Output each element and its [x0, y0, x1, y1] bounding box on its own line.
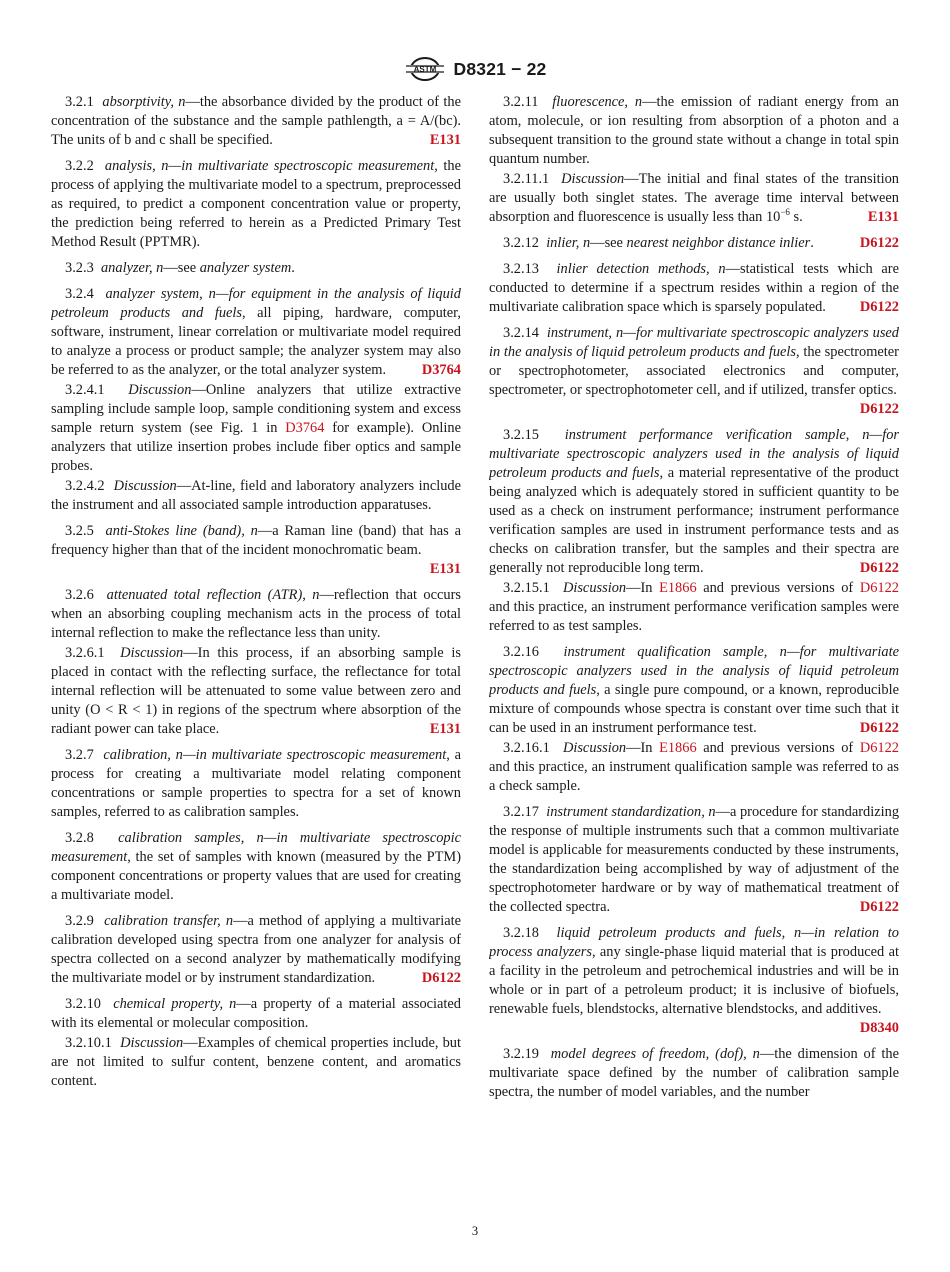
standard-designation: D8321 − 22: [453, 58, 547, 79]
discussion-entry: 3.2.15.1 Discussion—In E1866 and previous versions of D6122 and this practice, an instrument performance verification samples were referred to as test samples.: [489, 580, 899, 634]
definition-entry: 3.2.16 instrument qualification sample, n—for multivariate spectroscopic analyzers used in the analysis of liquid petroleum products and fuels, a single pure compound, or a known, reproducible mixture of compounds whose spectra is constant over time such that it can be used in an instrument performance test. D6122: [489, 644, 899, 736]
definition-entry: 3.2.7 calibration, n—in multivariate spectroscopic measurement, a process for creating a multivariate model relating component concentrations or sample properties to spectra for a set of known samples, referred to as calibration samples.: [51, 747, 461, 820]
discussion-entry: 3.2.4.2 Discussion—At-line, field and laboratory analyzers include the instrument and all associated sample introduction apparatuses.: [51, 478, 461, 513]
reference-link[interactable]: E131: [429, 561, 461, 577]
definition-entry: 3.2.4 analyzer system, n—for equipment in the analysis of liquid petroleum products and fuels, all piping, hardware, computer, software, instrument, linear correlation or multivariate model required to analyze a process or product sample; the analyzer system may also be referred to as the analyzer, or the total analyzer system. D3764: [51, 286, 461, 378]
svg-text:ASTM: ASTM: [413, 65, 436, 74]
discussion-entry: 3.2.16.1 Discussion—In E1866 and previous versions of D6122 and this practice, an instrument qualification sample was referred to as a check sample.: [489, 740, 899, 794]
definition-entry: 3.2.17 instrument standardization, n—a procedure for standardizing the response of multiple instruments such that a common multivariate model is applicable for measurements conducted by these instruments, the standardization being accomplished by way of adjustment of the spectrophotometer hardware or by way of mathematical treatment of the collected spectra. D6122: [489, 804, 899, 915]
left-column: [51, 93, 461, 1098]
discussion-entry: 3.2.11.1 Discussion—The initial and final states of the transition are usually both singlet states. The average time interval between absorption and fluorescence is usually less than $10^{-6}$ s. E131: [489, 171, 899, 225]
definition-entry: 3.2.14 instrument, n—for multivariate spectroscopic analyzers used in the analysis of liquid petroleum products and fuels, the spectrometer or spectrophotometer, associated electronics and computer, spectrometer, or spectrophotometer cell, and if utilized, transfer optics. D6122: [489, 325, 899, 417]
definition-entry: 3.2.11 fluorescence, n—the emission of radiant energy from an atom, molecule, or ion resulting from absorption of a photon and a subsequent transition to the ground state without a change in total spin quantum number.: [489, 94, 899, 167]
right-column: [489, 93, 899, 1109]
reference-link[interactable]: E131: [429, 721, 461, 737]
inline-reference-link[interactable]: D3764: [285, 420, 325, 436]
definition-entry: 3.2.2 analysis, n—in multivariate spectroscopic measurement, the process of applying the multivariate model to a spectrum, preprocessed as required, to predict a component concentration value or property, the prediction being referred to herein as a Predicted Primary Test Method Result (PPTMR).: [51, 158, 461, 250]
definition-entry: 3.2.13 inlier detection methods, n—statistical tests which are conducted to determine if a spectrum resides within a region of the multivariate calibration space which is sparsely populated. D6122: [489, 261, 899, 315]
definition-entry: 3.2.1 absorptivity, n—the absorbance divided by the product of the concentration of the substance and the sample pathlength, a = A/(bc). The units of b and c shall be specified. E131: [51, 94, 461, 148]
reference-link[interactable]: E131: [429, 132, 461, 148]
reference-link[interactable]: D6122: [859, 235, 899, 251]
reference-link[interactable]: D6122: [859, 401, 899, 417]
discussion-entry: 3.2.10.1 Discussion—Examples of chemical properties include, but are not limited to sulfur content, benzene content, and aromatics content.: [51, 1035, 461, 1089]
definition-entry: 3.2.9 calibration transfer, n—a method of applying a multivariate calibration developed using spectra from one analyzer for analysis of spectra collected on a second analyzer by mathematically modifying the multivariate model or by instrument standardization. D6122: [51, 913, 461, 986]
reference-link[interactable]: D6122: [859, 299, 899, 315]
inline-reference-link[interactable]: E1866: [659, 580, 697, 596]
reference-link[interactable]: D3764: [421, 362, 461, 378]
inline-reference-link[interactable]: E1866: [659, 740, 697, 756]
astm-logo-icon: [404, 56, 448, 82]
reference-link[interactable]: D6122: [859, 899, 899, 915]
definition-entry: 3.2.5 anti-Stokes line (band), n—a Raman line (band) that has a frequency higher than that of the incident monochromatic beam. E131: [51, 523, 461, 577]
page-header: [0, 56, 950, 86]
reference-link[interactable]: D6122: [421, 970, 461, 986]
definition-entry: 3.2.12 inlier, n—see nearest neighbor distance inlier. D6122: [503, 235, 899, 251]
definition-entry: 3.2.3 analyzer, n—see analyzer system.: [65, 260, 295, 276]
definition-entry: 3.2.6 attenuated total reflection (ATR), n—reflection that occurs when an absorbing coupling mechanism acts in the process of total internal reflection to make the reflectance less than unity.: [51, 587, 461, 641]
definition-entry: 3.2.18 liquid petroleum products and fuels, n—in relation to process analyzers, any single-phase liquid material that is produced at a facility in the petroleum and petrochemical industries and will be in whole or in part of a petroleum product; it is inclusive of biofuels, renewable fuels, blendstocks, alternative blendstocks, and additives. D8340: [489, 925, 899, 1036]
reference-link[interactable]: D6122: [859, 720, 899, 736]
reference-link[interactable]: D6122: [859, 560, 899, 576]
definition-entry: 3.2.19 model degrees of freedom, (dof), n—the dimension of the multivariate space defined by the number of calibration sample spectra, the number of model variables, and the number: [489, 1046, 899, 1100]
definition-entry: 3.2.8 calibration samples, n—in multivariate spectroscopic measurement, the set of samples with known (measured by the PTM) component concentrations or property values that are used for creating a multivariate model.: [51, 830, 461, 903]
reference-link[interactable]: E131: [867, 209, 899, 225]
discussion-entry: 3.2.4.1 Discussion—Online analyzers that utilize extractive sampling include sample loop, sample conditioning system and excess sample return system (see Fig. 1 in D3764 for example). Online analyzers that utilize insertion probes include fiber optics and sample probes.: [51, 382, 461, 474]
inline-reference-link[interactable]: D6122: [859, 740, 899, 756]
inline-reference-link[interactable]: D6122: [859, 580, 899, 596]
page-number: 3: [471, 1224, 479, 1238]
definition-entry: 3.2.10 chemical property, n—a property of a material associated with its elemental or molecular composition.: [51, 996, 461, 1031]
discussion-entry: 3.2.6.1 Discussion—In this process, if an absorbing sample is placed in contact with the reflecting surface, the reflectance for total internal reflection will be attenuated to some value between zero and unity (O < R < 1) in regions of the spectrum where absorption of the radiant power can take place. E131: [51, 645, 461, 737]
reference-link[interactable]: D8340: [859, 1020, 899, 1036]
definition-entry: 3.2.15 instrument performance verification sample, n—for multivariate spectroscopic analyzers used in the analysis of liquid petroleum products and fuels, a material representative of the product being analyzed which is adequately stored in sufficient quantity to be used as a check on instrument performance; instrument performance verification samples are used in instrument performance tests and as checks on calibration transfer, but the samples and their spectra are generally not reproducible long term. D6122: [489, 427, 899, 576]
